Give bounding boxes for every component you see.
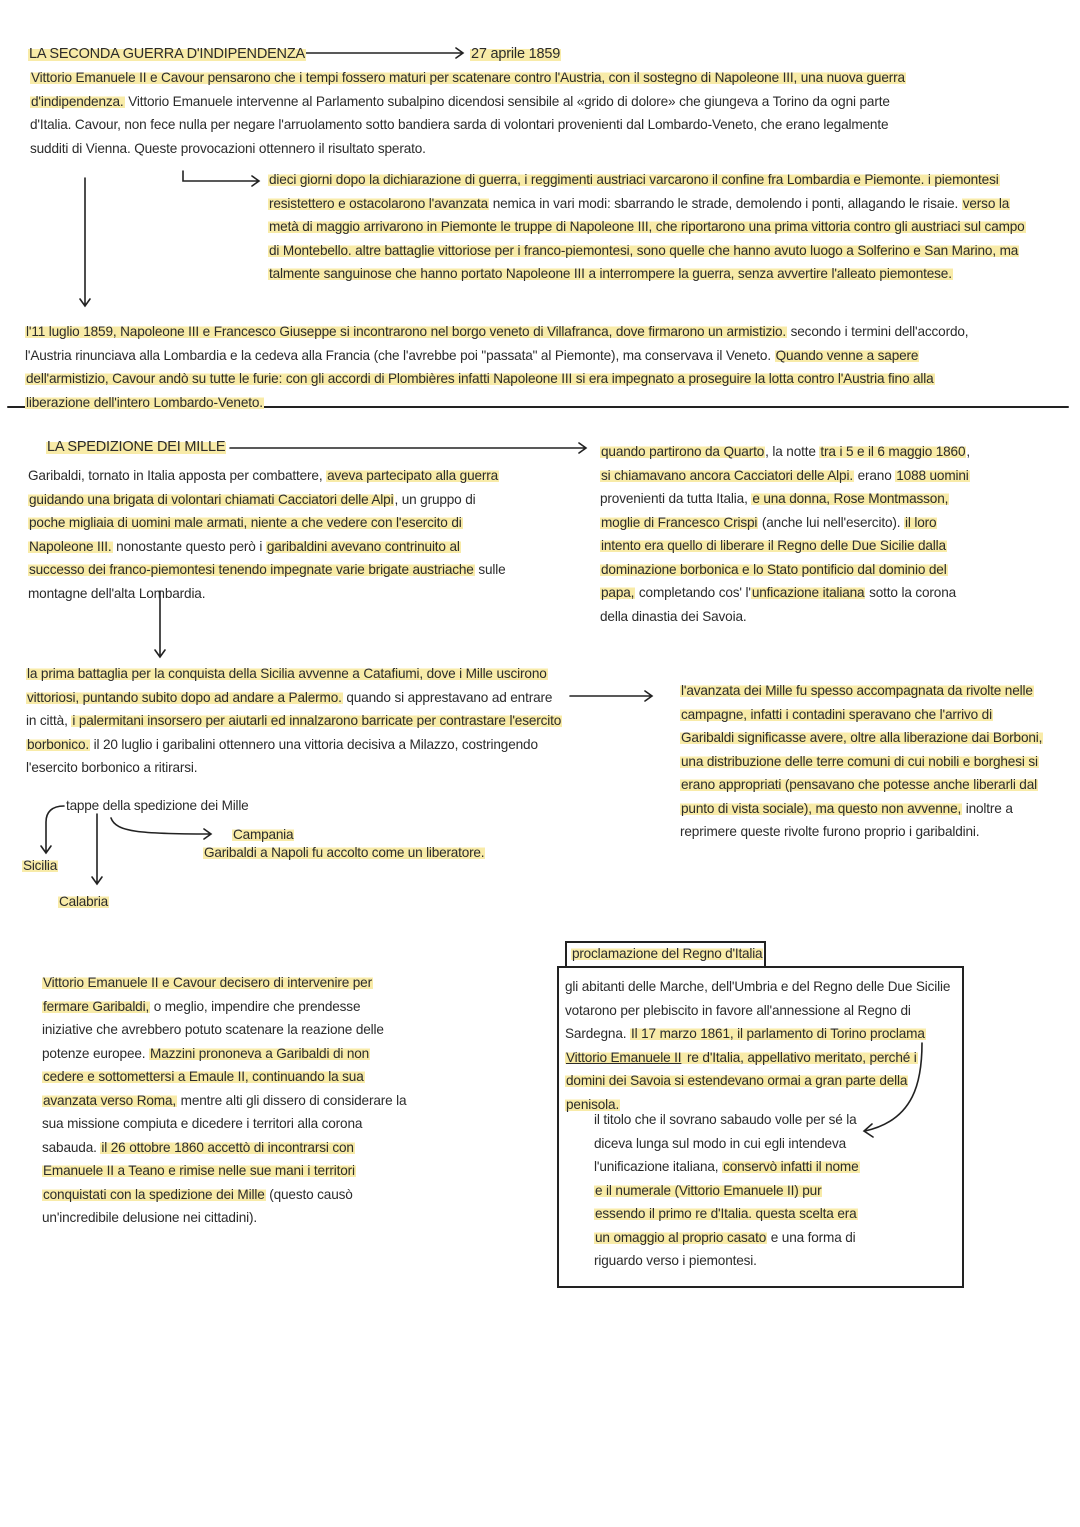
- armistice-paragraph: l'11 luglio 1859, Napoleone III e Francesco Giuseppe si incontrarono nel borgo veneto di Villafranca, dove firmarono un armistizio. secondo i termini dell'accordo, l'Austria rinunciava alla Lombardia e la cedeva alla Francia (che l'avrebbe poi "passata" al Piemonte), ma conservava il Veneto. Quando venne a sapere dell'armistizio, Cavour andò su tutte le furie: con gli accordi di Plombières infatti Napoleone III si era impegnato a proseguire la lotta contro l'Austria fino alla liberazione dell'intero Lombardo-Veneto.: [25, 324, 969, 410]
- war-date: 27 aprile 1859: [471, 46, 561, 62]
- arrow-to-revolts: [570, 691, 652, 701]
- arrow-stage-sicilia: [41, 806, 64, 853]
- proclamation-paragraph: gli abitanti delle Marche, dell'Umbria e del Regno delle Due Sicilie votarono per plebiscito in favore all'annessione al Regno di Sardegna. Il 17 marzo 1861, il parlamento di Torino proclama Vittorio Emanuele II re d'Italia, appellativo meritato, perché i domini dei Savoia si estendevano ormai a gran parte della penisola.: [565, 979, 951, 1112]
- war-intro: Vittorio Emanuele II e Cavour pensarono che i tempi fossero maturi per scatenare contro l'Austria, con il sostegno di Napoleone III, una nuova guerra d'indipendenza. Vittorio Emanuele intervenne al Parlamento subalpino dicendosi sensibile al «grido di dolore» che giungeva a Torino da ogni parte d'Italia. Cavour, non fece nulla per negare l'arruolamento sotto bandiera sarda di volontari provenienti dal Lombardo-Veneto, che erano legalmente sudditi di Vienna. Queste provocazioni ottennero il risultato sperato.: [30, 70, 905, 156]
- garibaldi-paragraph: Garibaldi, tornato in Italia apposta per combattere, aveva partecipato alla guerra guidando una brigata di volontari chiamati Cacciatori delle Alpi, un gruppo di poche migliaia di uomini male armati, niente a che vedere con l'esercito di Napoleone III. nonostante questo però i garibaldini avevano contrinuito al successo dei franco-piemontesi tenendo impegnate varie brigate austriache sulle montagne dell'alta Lombardia.: [28, 468, 506, 601]
- arrow-title-date: [296, 48, 463, 58]
- sicily-paragraph: la prima battaglia per la conquista della Sicilia avvenne a Catafiumi, dove i Mille uscirono vittoriosi, puntando subito dopo ad andare a Palermo. quando si apprestavano ad entrare in città, i palermitani insorsero per aiutarli ed innalzarono barricate per contrastare l'esercito borbonico. il 20 luglio i garibalini ottennero una vittoria decisiva a Milazzo, costringendo l'esercito borbonico a ritirarsi.: [26, 666, 562, 775]
- box-title: proclamazione del Regno d'Italia: [572, 946, 763, 961]
- stage-calabria: Calabria: [59, 894, 109, 909]
- arrow-title-quarto: [230, 443, 586, 453]
- arrow-stage-campania: [111, 818, 211, 839]
- war-course: dieci giorni dopo la dichiarazione di guerra, i reggimenti austriaci varcarono il confine fra Lombardia e Piemonte. i piemontesi resistettero e ostacolarono l'avanzata nemica in vari modi: sbarrando le strade, demolendo i ponti, allagando le risaie. verso la metà di maggio arrivarono in Piemonte le truppe di Napoleone III, che riportarono una prima vittoria contro gli austriaci sul campo di Montebello. altre battaglie vittoriose per i franco-piemontesi, sono quelle che hanno avuto luogo a Solferino e San Marino, ma talmente sanguinose che hanno portato Napoleone III a interrompere la guerra, senza avvertire l'alleato piemontese.: [269, 172, 1025, 281]
- arrow-stage-calabria: [92, 814, 102, 884]
- arrow-to-war: [183, 171, 259, 186]
- stage-napoli-note: Garibaldi a Napoli fu accolto come un liberatore.: [204, 845, 485, 860]
- revolts-paragraph: l'avanzata dei Mille fu spesso accompagnata da rivolte nelle campagne, infatti i contadini speravano che l'arrivo di Garibaldi significasse avere, oltre alla liberazione dai Borboni, una distribuzione delle terre comuni di cui nobili e borghesi si erano appropriati (pensavano che potesse anche liberarli dal punto di vista sociale), ma questo non avvenne, inoltre a reprimere queste rivolte furono proprio i garibaldini.: [680, 683, 1043, 839]
- title-choice-paragraph: il titolo che il sovrano sabaudo volle per sé la diceva lunga sul modo in cui egli intendeva l'unificazione italiana, conservò infatti il nome e il numerale (Vittorio Emanuele II) pur essendo il primo re d'Italia. questa scelta era un omaggio al proprio casato e una forma di riguardo verso i piemontesi.: [594, 1112, 859, 1268]
- stage-campania: Campania: [233, 827, 294, 842]
- section-title-war: LA SECONDA GUERRA D'INDIPENDENZA: [29, 46, 305, 62]
- intervention-paragraph: Vittorio Emanuele II e Cavour decisero di intervenire per fermare Garibaldi, o meglio, impendire che prendesse iniziative che avrebbero potuto scatenare la reazione delle potenze europee. Mazzini prononeva a Garibaldi di non cedere e sottomettersi a Emaule II, continuando la sua avanzata verso Roma, mentre alti gli dissero di considerare la sua missione compiuta e dicedere i territori alla corona sabauda. il 26 ottobre 1860 accettò di incontrarsi con Emanuele II a Teano e rimise nelle sue mani i territori conquistati con la spedizione dei Mille (questo causò un'incredibile delusione nei cittadini).: [42, 975, 407, 1225]
- stages-label: tappe della spedizione dei Mille: [66, 798, 249, 813]
- arrow-down-armistice: [80, 178, 90, 306]
- section-title-mille: LA SPEDIZIONE DEI MILLE: [47, 439, 226, 455]
- stage-sicilia: Sicilia: [23, 858, 58, 873]
- quarto-paragraph: quando partirono da Quarto, la notte tra i 5 e il 6 maggio 1860, si chiamavano ancora Cacciatori delle Alpi. erano 1088 uomini provenienti da tutta Italia, e una donna, Rose Montmasson, moglie di Francesco Crispi (anche lui nell'esercito). il loro intento era quello di liberare il Regno delle Due Sicilie dalla dominazione borbonica e lo Stato pontificio dal dominio del papa, completando cos' l'unficazione italiana sotto la corona della dinastia dei Savoia.: [600, 444, 971, 624]
